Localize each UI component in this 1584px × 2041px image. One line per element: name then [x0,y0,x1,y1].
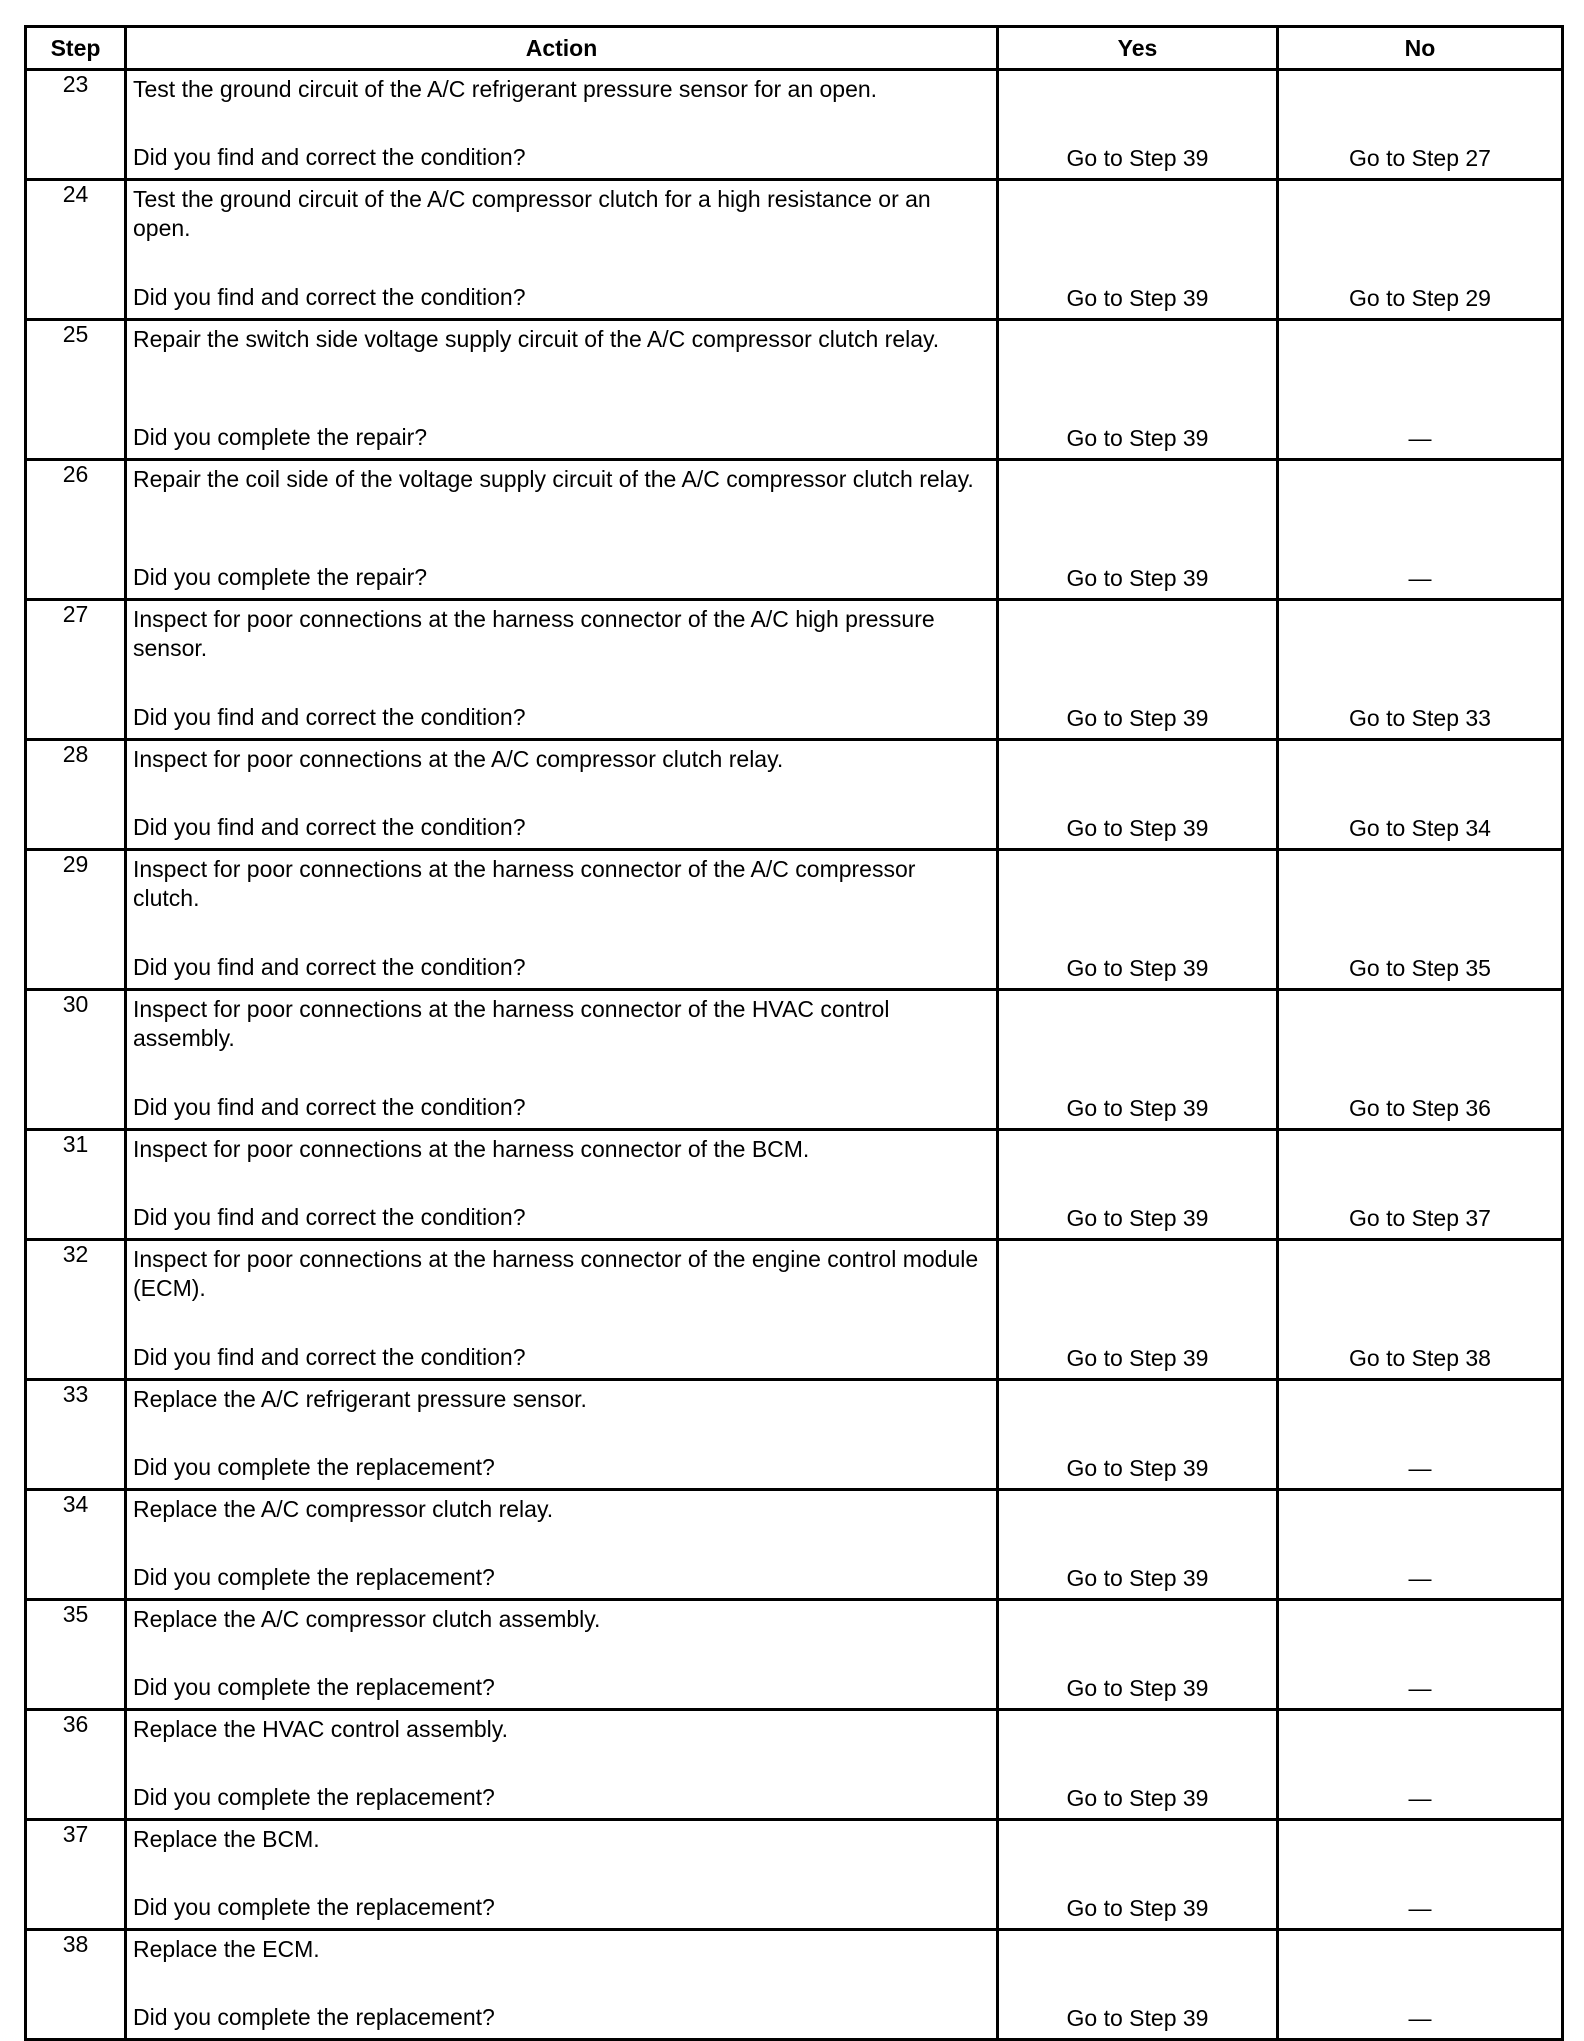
step-number: 33 [26,1380,126,1490]
yes-result: Go to Step 39 [1066,285,1209,311]
instruction-text: Inspect for poor connections at the harness connector of the BCM. [133,1136,810,1162]
question-text: Did you complete the replacement? [133,1564,495,1590]
yes-cell [998,460,1278,600]
yes-result: Go to Step 39 [1066,1675,1209,1701]
step-number: 30 [26,990,126,1130]
question-text: Did you complete the replacement? [133,1454,495,1480]
table-row [26,1240,1563,1380]
no-cell [1278,990,1563,1130]
table-row [26,990,1563,1130]
step-number: 28 [26,740,126,850]
question-text: Did you find and correct the condition? [133,284,526,310]
action-cell [126,1600,998,1710]
step-number: 37 [26,1820,126,1930]
yes-cell [998,1240,1278,1380]
yes-result: Go to Step 39 [1066,1205,1209,1231]
no-result: — [1408,1565,1432,1591]
step-number: 34 [26,1490,126,1600]
no-result: — [1408,2005,1432,2031]
yes-result: Go to Step 39 [1066,815,1209,841]
yes-cell [998,1820,1278,1930]
no-cell [1278,180,1563,320]
action-cell [126,1240,998,1380]
no-cell [1278,1130,1563,1240]
yes-result: Go to Step 39 [1066,1565,1209,1591]
instruction-text: Inspect for poor connections at the harness connector of the engine control module (ECM). [133,1246,979,1301]
yes-result: Go to Step 39 [1066,1895,1209,1921]
yes-result: Go to Step 39 [1066,1345,1209,1371]
no-result: Go to Step 33 [1349,705,1491,731]
step-number: 29 [26,850,126,990]
no-cell [1278,1600,1563,1710]
header-no: No [1278,27,1563,70]
table-row [26,1820,1563,1930]
question-text: Did you find and correct the condition? [133,1344,526,1370]
no-result: Go to Step 35 [1349,955,1491,981]
table-row [26,180,1563,320]
instruction-text: Test the ground circuit of the A/C refrigerant pressure sensor for an open. [133,76,878,102]
header-action: Action [126,27,998,70]
yes-cell [998,990,1278,1130]
question-text: Did you find and correct the condition? [133,704,526,730]
instruction-text: Repair the coil side of the voltage supply circuit of the A/C compressor clutch relay. [133,466,974,492]
question-text: Did you complete the replacement? [133,1784,495,1810]
step-number: 23 [26,70,126,180]
action-cell [126,1490,998,1600]
instruction-text: Inspect for poor connections at the harness connector of the HVAC control assembly. [133,996,890,1051]
yes-cell [998,1490,1278,1600]
question-text: Did you complete the replacement? [133,1894,495,1920]
yes-cell [998,1600,1278,1710]
diagnostic-table [24,25,1564,2041]
yes-result: Go to Step 39 [1066,705,1209,731]
table-row [26,1490,1563,1600]
question-text: Did you complete the replacement? [133,1674,495,1700]
yes-cell [998,320,1278,460]
yes-result: Go to Step 39 [1066,1095,1209,1121]
table-row [26,1380,1563,1490]
step-number: 24 [26,180,126,320]
instruction-text: Replace the BCM. [133,1826,320,1852]
table-row [26,1600,1563,1710]
instruction-text: Replace the A/C refrigerant pressure sensor. [133,1386,587,1412]
yes-cell [998,850,1278,990]
step-number: 38 [26,1930,126,2040]
no-cell [1278,850,1563,990]
table-row [26,320,1563,460]
action-cell [126,990,998,1130]
action-cell [126,460,998,600]
no-result: — [1408,565,1432,591]
question-text: Did you find and correct the condition? [133,1094,526,1120]
yes-result: Go to Step 39 [1066,955,1209,981]
yes-result: Go to Step 39 [1066,1785,1209,1811]
action-cell [126,600,998,740]
yes-cell [998,1380,1278,1490]
yes-cell [998,600,1278,740]
action-cell [126,1710,998,1820]
action-cell [126,180,998,320]
no-result: Go to Step 27 [1349,145,1491,171]
question-text: Did you find and correct the condition? [133,954,526,980]
table-row [26,1130,1563,1240]
step-number: 31 [26,1130,126,1240]
action-cell [126,320,998,460]
instruction-text: Test the ground circuit of the A/C compressor clutch for a high resistance or an open. [133,186,931,241]
instruction-text: Replace the A/C compressor clutch relay. [133,1496,554,1522]
no-cell [1278,1930,1563,2040]
yes-result: Go to Step 39 [1066,565,1209,591]
yes-result: Go to Step 39 [1066,425,1209,451]
table-row [26,850,1563,990]
no-cell [1278,1380,1563,1490]
action-cell [126,740,998,850]
no-cell [1278,460,1563,600]
action-cell [126,70,998,180]
yes-cell [998,1130,1278,1240]
no-result: — [1408,1895,1432,1921]
yes-cell [998,1710,1278,1820]
yes-result: Go to Step 39 [1066,1455,1209,1481]
no-cell [1278,1820,1563,1930]
no-cell [1278,1490,1563,1600]
step-number: 35 [26,1600,126,1710]
yes-result: Go to Step 39 [1066,2005,1209,2031]
table-row [26,70,1563,180]
question-text: Did you complete the repair? [133,424,428,450]
no-result: Go to Step 36 [1349,1095,1491,1121]
instruction-text: Replace the ECM. [133,1936,320,1962]
action-cell [126,850,998,990]
step-number: 32 [26,1240,126,1380]
instruction-text: Inspect for poor connections at the A/C compressor clutch relay. [133,746,784,772]
table-body [26,70,1563,2040]
no-result: — [1408,1455,1432,1481]
table-row [26,600,1563,740]
instruction-text: Replace the A/C compressor clutch assembly. [133,1606,601,1632]
table-row [26,740,1563,850]
yes-result: Go to Step 39 [1066,145,1209,171]
question-text: Did you find and correct the condition? [133,814,526,840]
no-result: Go to Step 34 [1349,815,1491,841]
yes-cell [998,180,1278,320]
instruction-text: Replace the HVAC control assembly. [133,1716,508,1742]
action-cell [126,1820,998,1930]
yes-cell [998,740,1278,850]
step-number: 27 [26,600,126,740]
header-row [26,27,1563,70]
yes-cell [998,70,1278,180]
no-cell [1278,1240,1563,1380]
question-text: Did you find and correct the condition? [133,1204,526,1230]
header-step: Step [26,27,126,70]
no-result: Go to Step 38 [1349,1345,1491,1371]
no-result: Go to Step 29 [1349,285,1491,311]
table-row [26,1930,1563,2040]
no-result: — [1408,1675,1432,1701]
step-number: 36 [26,1710,126,1820]
question-text: Did you find and correct the condition? [133,144,526,170]
action-cell [126,1380,998,1490]
no-cell [1278,740,1563,850]
step-number: 26 [26,460,126,600]
no-cell [1278,70,1563,180]
no-cell [1278,1710,1563,1820]
action-cell [126,1930,998,2040]
instruction-text: Repair the switch side voltage supply circuit of the A/C compressor clutch relay. [133,326,940,352]
instruction-text: Inspect for poor connections at the harness connector of the A/C high pressure sensor. [133,606,935,661]
instruction-text: Inspect for poor connections at the harness connector of the A/C compressor clutch. [133,856,916,911]
table-row [26,460,1563,600]
no-result: — [1408,425,1432,451]
no-result: Go to Step 37 [1349,1205,1491,1231]
question-text: Did you complete the repair? [133,564,428,590]
question-text: Did you complete the replacement? [133,2004,495,2030]
no-cell [1278,600,1563,740]
header-yes: Yes [998,27,1278,70]
no-result: — [1408,1785,1432,1811]
table-row [26,1710,1563,1820]
action-cell [126,1130,998,1240]
no-cell [1278,320,1563,460]
step-number: 25 [26,320,126,460]
yes-cell [998,1930,1278,2040]
